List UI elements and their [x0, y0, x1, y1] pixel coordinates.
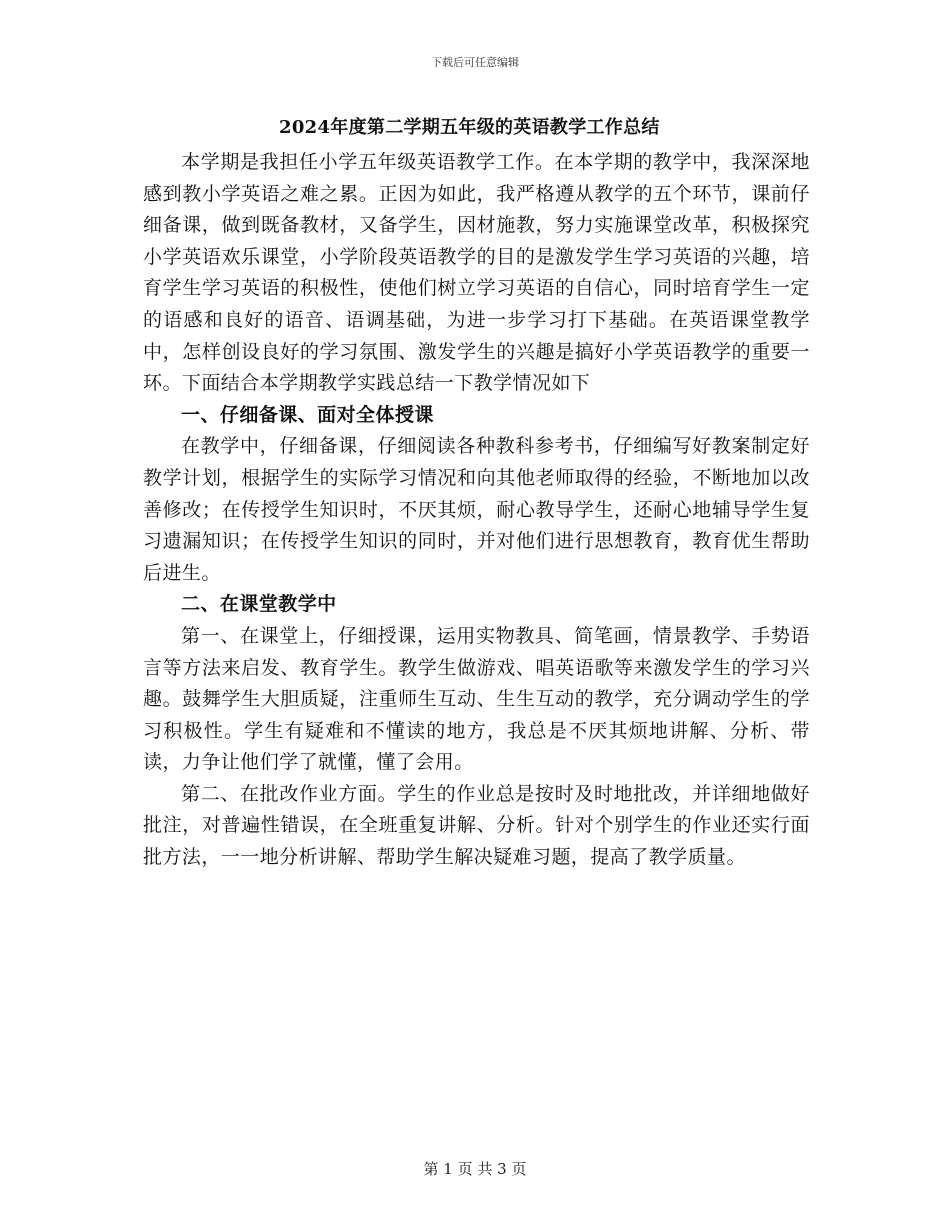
section-1-heading: 一、仔细备课、面对全体授课: [181, 403, 434, 426]
section-2-paragraph-2: 第二、在批改作业方面。学生的作业总是按时及时地批改，并详细地做好批注，对普遍性错误，在全班重复讲解、分析。针对个别学生的作业还实行面批方法，一一地分析讲解、帮助学生解决疑难习题，提高了教学质量。: [143, 782, 810, 869]
page-header: 下载后可任意编辑: [431, 56, 519, 69]
intro-paragraph: 本学期是我担任小学五年级英语教学工作。在本学期的教学中，我深深地感到教小学英语之难之累。正因为如此，我严格遵从教学的五个环节，课前仔细备课，做到既备教材，又备学生，因材施教，努力实施课堂改革，积极探究小学英语欢乐课堂，小学阶段英语教学的目的是激发学生学习英语的兴趣，培育学生学习英语的积极性，使他们树立学习英语的自信心，同时培育学生一定的语感和良好的语音、语调基础，为进一步学习打下基础。在英语课堂教学中，怎样创设良好的学习氛围、激发学生的兴趣是搞好小学英语教学的重要一环。下面结合本学期教学实践总结一下教学情况如下: [143, 151, 810, 395]
section-2-paragraph-1: 第一、在课堂上，仔细授课，运用实物教具、简笔画，情景教学、手势语言等方法来启发、教育学生。教学生做游戏、唱英语歌等来激发学生的学习兴趣。鼓舞学生大胆质疑，注重师生互动、生生互动的教学，充分调动学生的学习积极性。学生有疑难和不懂读的地方，我总是不厌其烦地讲解、分析、带读，力争让他们学了就懂，懂了会用。: [143, 624, 810, 774]
document-body: [143, 112, 810, 874]
page-footer: 第 1 页 共 3 页: [423, 1160, 527, 1178]
section-2-heading: 二、在课堂教学中: [181, 593, 337, 616]
section-1-paragraph: 在教学中，仔细备课，仔细阅读各种教科参考书，仔细编写好教案制定好教学计划，根据学生的实际学习情况和向其他老师取得的经验，不断地加以改善修改；在传授学生知识时，不厌其烦，耐心教导学生，还耐心地辅导学生复习遗漏知识；在传授学生知识的同时，并对他们进行思想教育，教育优生帮助后进生。: [143, 435, 810, 584]
document-title: 2024年度第二学期五年级的英语教学工作总结: [279, 117, 660, 138]
